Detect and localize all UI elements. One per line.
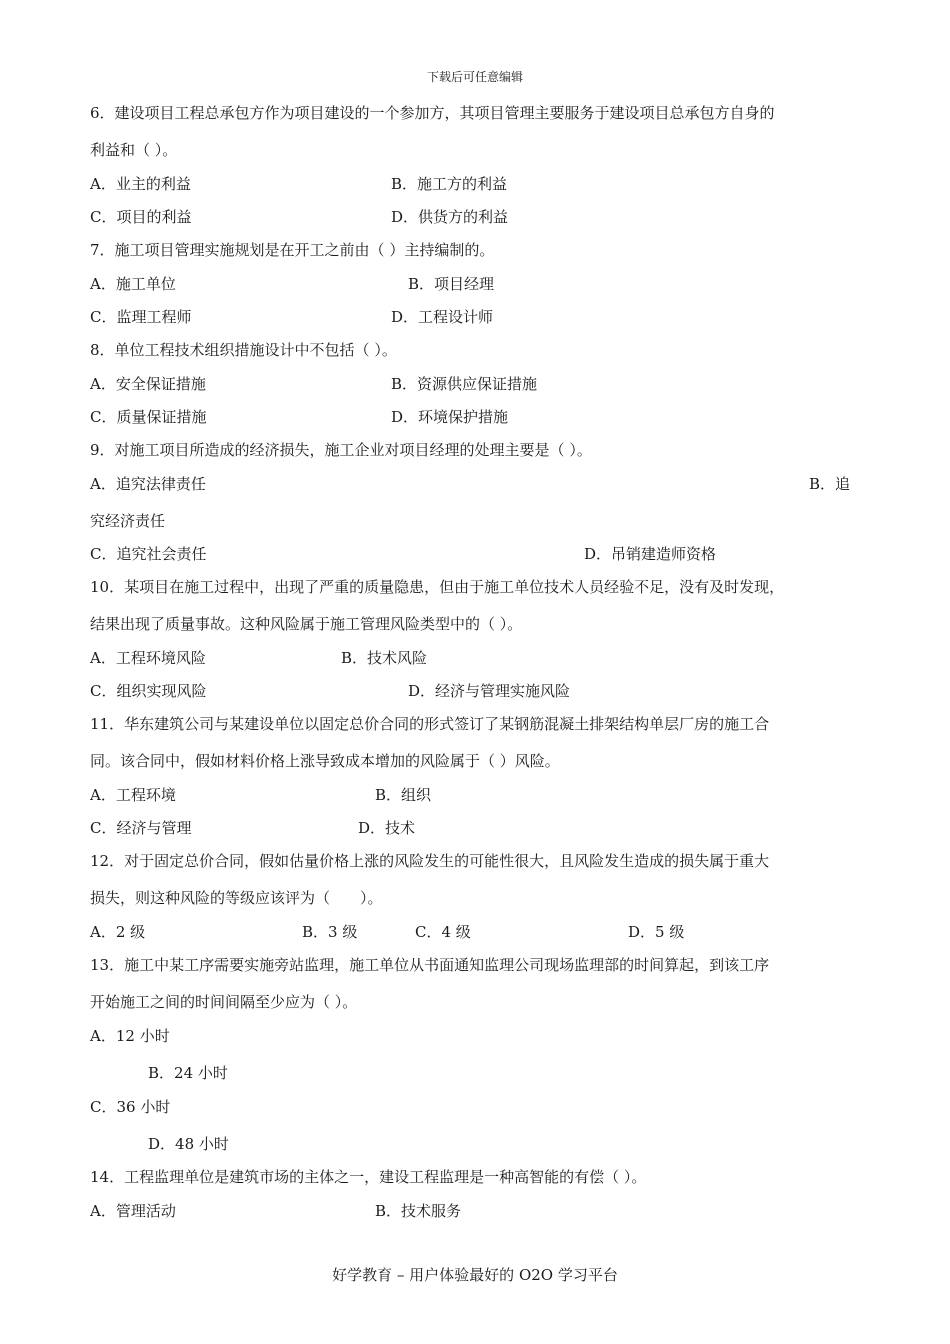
question-12-text-cont: 损失，则这种风险的等级应该评为（ ）。 — [90, 889, 383, 907]
question-7-option-b: B．项目经理 — [408, 275, 495, 293]
question-7-option-d: D．工程设计师 — [391, 308, 494, 326]
question-9-option-b: B．追 — [809, 475, 851, 493]
question-12-option-c: C．4 级 — [415, 923, 471, 941]
question-13-option-a: A．12 小时 — [90, 1027, 170, 1045]
question-8-option-d: D．环境保护措施 — [391, 408, 509, 426]
question-11-option-a: A．工程环境 — [90, 786, 176, 804]
question-9-option-a: A．追究法律责任 — [90, 475, 206, 493]
question-6-option-c: C．项目的利益 — [90, 208, 192, 226]
question-9-option-b-cont: 究经济责任 — [90, 512, 166, 530]
question-8-text: 8．单位工程技术组织措施设计中不包括（ ）。 — [90, 341, 397, 359]
question-10-text-cont: 结果出现了质量事故。这种风险属于施工管理风险类型中的（ ）。 — [90, 615, 523, 633]
question-10-option-c: C．组织实现风险 — [90, 682, 207, 700]
question-6-option-b: B．施工方的利益 — [391, 175, 508, 193]
question-6-option-d: D．供货方的利益 — [391, 208, 509, 226]
question-9-option-c: C．追究社会责任 — [90, 545, 207, 563]
question-8-option-a: A．安全保证措施 — [90, 375, 206, 393]
question-8-option-c: C．质量保证措施 — [90, 408, 207, 426]
question-11-text-cont: 同。该合同中，假如材料价格上涨导致成本增加的风险属于（ ）风险。 — [90, 752, 560, 770]
question-12-option-a: A．2 级 — [90, 923, 146, 941]
question-9-option-d: D．吊销建造师资格 — [584, 545, 717, 563]
question-7-text: 7．施工项目管理实施规划是在开工之前由（ ）主持编制的。 — [90, 241, 495, 259]
question-7-option-c: C．监理工程师 — [90, 308, 192, 326]
question-11-option-c: C．经济与管理 — [90, 819, 192, 837]
question-6-text-cont: 利益和（ ）。 — [90, 141, 178, 159]
question-6-option-a: A．业主的利益 — [90, 175, 191, 193]
question-11-text: 11．华东建筑公司与某建设单位以固定总价合同的形式签订了某钢筋混凝土排架结构单层厂房的施工合 — [90, 715, 770, 733]
question-10-option-b: B．技术风险 — [341, 649, 428, 667]
question-14-text: 14．工程监理单位是建筑市场的主体之一，建设工程监理是一种高智能的有偿（ ）。 — [90, 1168, 647, 1186]
page-footer: 好学教育 – 用户体验最好的 O2O 学习平台 — [332, 1266, 618, 1284]
question-13-option-d: D．48 小时 — [148, 1135, 229, 1153]
question-10-option-a: A．工程环境风险 — [90, 649, 206, 667]
question-13-option-c: C．36 小时 — [90, 1098, 171, 1116]
page-header: 下载后可任意编辑 — [426, 70, 523, 84]
question-11-option-b: B．组织 — [375, 786, 432, 804]
question-13-text: 13．施工中某工序需要实施旁站监理，施工单位从书面通知监理公司现场监理部的时间算起，到该工序 — [90, 956, 770, 974]
question-11-option-d: D．技术 — [358, 819, 416, 837]
question-12-text: 12．对于固定总价合同，假如估量价格上涨的风险发生的可能性很大，且风险发生造成的损失属于重大 — [90, 852, 770, 870]
question-7-option-a: A．施工单位 — [90, 275, 176, 293]
question-10-text: 10．某项目在施工过程中，出现了严重的质量隐患，但由于施工单位技术人员经验不足，没有及时发现， — [90, 578, 785, 596]
question-13-text-cont: 开始施工之间的时间间隔至少应为（ ）。 — [90, 993, 358, 1011]
question-14-option-b: B．技术服务 — [375, 1202, 462, 1220]
question-6-text: 6．建设项目工程总承包方作为项目建设的一个参加方，其项目管理主要服务于建设项目总承包方自身的 — [90, 104, 775, 122]
question-12-option-b: B．3 级 — [302, 923, 358, 941]
question-14-option-a: A．管理活动 — [90, 1202, 176, 1220]
question-12-option-d: D．5 级 — [628, 923, 685, 941]
question-8-option-b: B．资源供应保证措施 — [391, 375, 538, 393]
question-10-option-d: D．经济与管理实施风险 — [408, 682, 571, 700]
question-9-text: 9．对施工项目所造成的经济损失，施工企业对项目经理的处理主要是（ ）。 — [90, 441, 592, 459]
question-13-option-b: B．24 小时 — [148, 1064, 228, 1082]
